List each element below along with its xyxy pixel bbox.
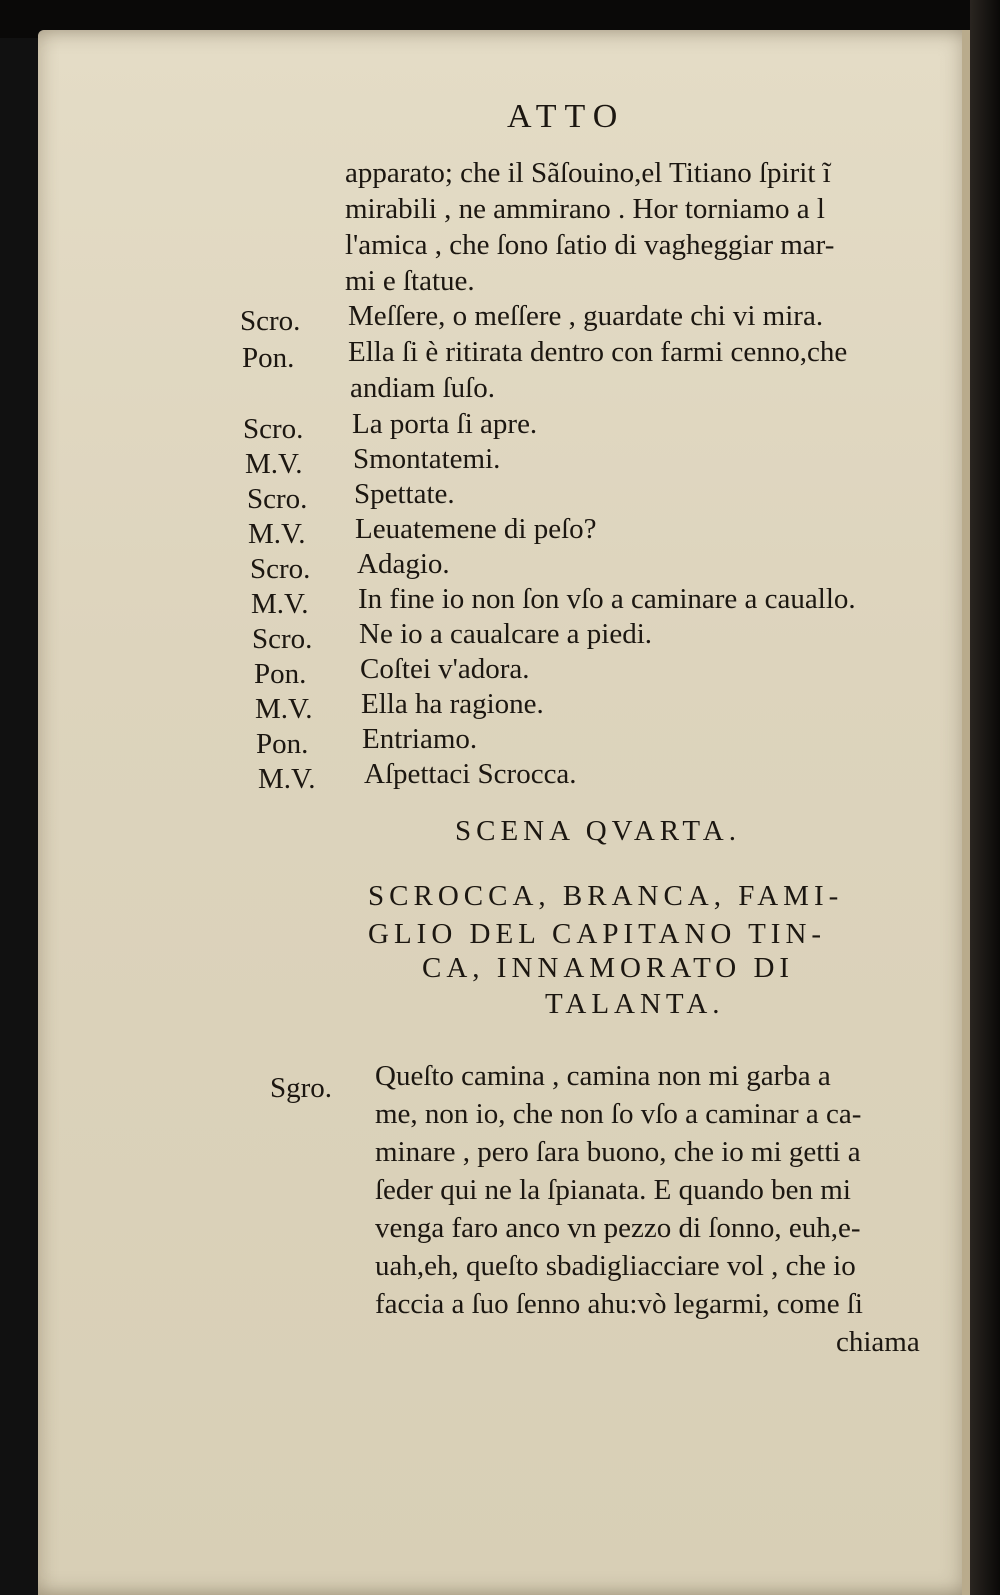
speaker-label: M.V. [248,518,306,550]
character-list-line: CA, INNAMORATO DI [422,952,795,984]
speech-line: faccia a ſuo ſenno ahu:vò legarmi, come ſi [375,1288,863,1320]
dialogue-text: Entriamo. [362,723,478,755]
scene-title: SCENA QVARTA. [455,815,741,847]
speech-line: minare , pero ſara buono, che io mi getti a [375,1136,861,1168]
dialogue-text: andiam ſuſo. [350,372,495,404]
speaker-label: Scro. [240,305,301,337]
speaker-label: Scro. [243,413,304,445]
speaker-label: M.V. [245,448,303,480]
speaker-label: Pon. [256,728,309,760]
character-list-line: GLIO DEL CAPITANO TIN- [368,918,827,950]
catchword: chiama [836,1326,920,1358]
speaker-label: Pon. [242,342,295,374]
page-edge [962,30,970,1595]
speaker-label: Scro. [247,483,308,515]
dialogue-text: Spettate. [354,478,455,510]
speech-line: venga faro anco vn pezzo di ſonno, euh,e- [375,1212,861,1244]
dialogue-text: Coſtei v'adora. [360,653,530,685]
speaker-label: Scro. [252,623,313,655]
running-head: ATTO [507,98,626,135]
speaker-label: M.V. [255,693,313,725]
text-line: mirabili , ne ammirano . Hor torniamo a l [345,193,825,225]
text-line: apparato; che il Sãſouino,el Titiano ſpirit ĩ [345,157,831,189]
speaker-label: M.V. [258,763,316,795]
dialogue-text: Adagio. [357,548,450,580]
dialogue-text: Ella ſi è ritirata dentro con farmi cenno,che [348,336,848,368]
speech-line: me, non io, che non ſo vſo a caminar a ca- [375,1098,862,1130]
dialogue-text: La porta ſi apre. [352,408,538,440]
dialogue-text: In fine io non ſon vſo a caminare a cauallo. [358,583,856,615]
scan-background-right [970,0,1000,1595]
speech-line: Queſto camina , camina non mi garba a [375,1060,831,1092]
speaker-label: Scro. [250,553,311,585]
dialogue-text: Ne io a caualcare a piedi. [359,618,653,650]
dialogue-text: Smontatemi. [353,443,501,475]
speaker-label: Pon. [254,658,307,690]
book-page [38,30,978,1595]
dialogue-text: Meſſere, o meſſere , guardate chi vi mira. [348,300,824,332]
dialogue-text: Ella ha ragione. [361,688,544,720]
character-list-line: TALANTA. [545,988,725,1020]
speaker-label: M.V. [251,588,309,620]
speech-line: ſeder qui ne la ſpianata. E quando ben mi [375,1174,851,1206]
text-line: mi e ſtatue. [345,265,475,297]
text-line: l'amica , che ſono ſatio di vagheggiar mar- [345,229,835,261]
dialogue-text: Aſpettaci Scrocca. [364,758,577,790]
dialogue-text: Leuatemene di peſo? [355,513,597,545]
speech-line: uah,eh, queſto sbadigliacciare vol , che io [375,1250,856,1282]
speaker-label: Sgro. [270,1072,333,1104]
character-list-line: SCROCCA, BRANCA, FAMI- [368,880,844,912]
